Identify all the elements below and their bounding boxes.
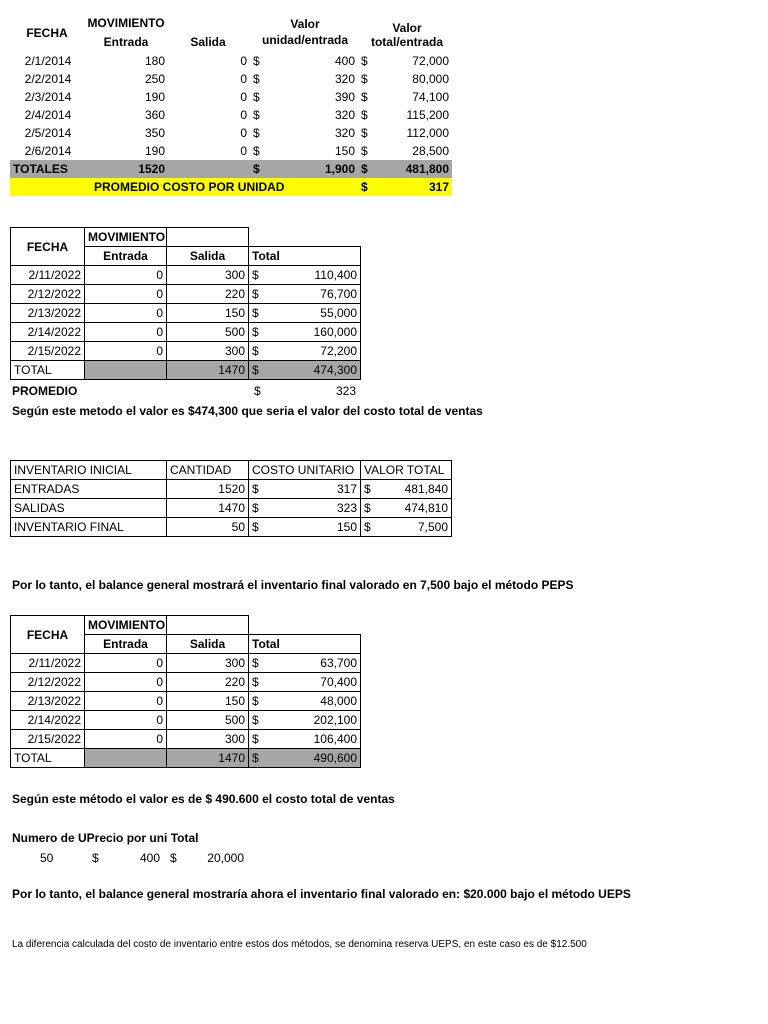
t1-currency: $: [361, 54, 368, 68]
table-row: [10, 52, 452, 70]
t3-header: CANTIDAD: [167, 461, 249, 480]
table-row: [11, 480, 452, 499]
t2-salida: 300: [167, 342, 249, 361]
t4-salida: 500: [167, 711, 249, 730]
t1-unit: 320: [334, 108, 355, 122]
table-row: [11, 711, 361, 730]
t4-header-total: Total: [249, 635, 361, 654]
t1-header-salida: Salida: [190, 35, 226, 49]
text-peps-balance: Por lo tanto, el balance general mostrará el inventario final valorado en 7,500 bajo el método PEPS: [12, 578, 574, 592]
t2-total-wrap: [252, 342, 357, 360]
t2-entrada: 0: [85, 266, 167, 285]
t3-header: VALOR TOTAL: [361, 461, 452, 480]
t4-currency: $: [252, 694, 259, 708]
t2-total-label: TOTAL: [11, 361, 85, 380]
t2-total-total-wrap: [252, 361, 357, 379]
t2-total-value: 55,000: [320, 306, 357, 320]
t1-currency: $: [361, 72, 368, 86]
t5-precio: 400: [139, 851, 160, 865]
t2-header-movimiento: MOVIMIENTO: [85, 228, 167, 247]
t4-total-label: TOTAL: [11, 749, 85, 768]
t2-promedio-label: PROMEDIO: [12, 384, 78, 398]
t4-salida: 300: [167, 730, 249, 749]
t4-header-movimiento: MOVIMIENTO: [85, 616, 167, 635]
t3-valor: [361, 499, 452, 518]
t4-fecha: 2/11/2022: [11, 654, 85, 673]
t1-header-valor-total-2: total/entrada: [370, 35, 443, 49]
t3-label: SALIDAS: [11, 499, 167, 518]
table-row: [11, 342, 361, 361]
t4-total-value: 106,400: [313, 732, 357, 746]
table-row: [11, 285, 361, 304]
t3-costo-wrap: [252, 480, 357, 498]
t2-currency: $: [252, 306, 259, 320]
t1-entrada: 180: [144, 54, 165, 68]
t4-total: [249, 730, 361, 749]
t2-fecha: 2/12/2022: [11, 285, 85, 304]
t4-salida: 220: [167, 673, 249, 692]
t1-unit: 400: [334, 54, 355, 68]
t1-currency: $: [361, 162, 368, 176]
t5-total: 20,000: [207, 851, 244, 865]
t2-header-blank: [249, 228, 361, 247]
t4-total: [249, 692, 361, 711]
t3-currency: $: [252, 520, 259, 534]
t1-currency: $: [361, 126, 368, 140]
t2-total-wrap: [252, 323, 357, 341]
t1-entrada: 360: [144, 108, 165, 122]
t1-fecha: 2/6/2014: [24, 144, 72, 158]
t1-salida: 0: [240, 126, 247, 140]
t1-salida: 0: [240, 144, 247, 158]
t3-valor-value: 481,840: [404, 482, 448, 496]
t1-total: 80,000: [412, 72, 449, 86]
t4-total: [249, 711, 361, 730]
t3-valor-wrap: [364, 499, 448, 517]
t4-total-total: [249, 749, 361, 768]
t1-total: 28,500: [412, 144, 449, 158]
t1-salida: 0: [240, 108, 247, 122]
table-row: [11, 323, 361, 342]
t3-currency: $: [252, 482, 259, 496]
table-row: [10, 106, 452, 124]
t4-fecha: 2/13/2022: [11, 692, 85, 711]
t2-salida: 150: [167, 304, 249, 323]
t3-currency: $: [364, 482, 371, 496]
t1-header-movimiento: MOVIMIENTO: [87, 16, 165, 30]
t1-salida: 0: [240, 72, 247, 86]
t3-valor: [361, 480, 452, 499]
t3-valor: [361, 518, 452, 537]
t1-currency: $: [361, 144, 368, 158]
t1-totales-unit: 1,900: [324, 162, 355, 176]
t4-currency: $: [252, 751, 259, 765]
t1-fecha: 2/1/2014: [24, 54, 72, 68]
t4-entrada: 0: [85, 673, 167, 692]
table-row: [10, 70, 452, 88]
text-reserva-ueps: La diferencia calculada del costo de inventario entre estos dos métodos, se denomina reserva UEPS, en este caso es de $12.500: [12, 939, 587, 950]
t2-currency: $: [252, 268, 259, 282]
t1-salida: 0: [240, 90, 247, 104]
table-row: [10, 124, 452, 142]
t2-total: [249, 342, 361, 361]
t2-total: [249, 285, 361, 304]
t4-data-table: [10, 615, 361, 768]
t3-costo: [249, 518, 361, 537]
t1-currency: $: [253, 126, 260, 140]
t2-header-empty: [167, 228, 249, 247]
t4-currency: $: [252, 656, 259, 670]
t1-totales-label: TOTALES: [13, 162, 68, 176]
t4-header-empty: [167, 616, 249, 635]
table-row: [11, 673, 361, 692]
t4-currency: $: [252, 713, 259, 727]
t2-promedio-currency: $: [254, 384, 261, 398]
t1-fecha: 2/3/2014: [24, 90, 72, 104]
t1-total: 74,100: [412, 90, 449, 104]
t4-total-wrap: [252, 654, 357, 672]
t2-header-entrada: Entrada: [85, 247, 167, 266]
t1-entrada: 350: [144, 126, 165, 140]
t1-totales-total: 481,800: [405, 162, 449, 176]
t1-currency: $: [361, 108, 368, 122]
t1-entrada: 190: [144, 90, 165, 104]
t3-label: ENTRADAS: [11, 480, 167, 499]
t1-promedio-row: [10, 178, 452, 196]
t3-currency: $: [364, 520, 371, 534]
t3-cantidad: 1470: [167, 499, 249, 518]
t2-fecha: 2/15/2022: [11, 342, 85, 361]
t3-costo-wrap: [252, 518, 357, 536]
t3-costo: [249, 480, 361, 499]
t3-header: COSTO UNITARIO: [249, 461, 361, 480]
t1-header-valor-unidad-2: unidad/entrada: [261, 33, 348, 47]
table-row: [11, 304, 361, 323]
t1-unit: 150: [334, 144, 355, 158]
t1-header-fecha: FECHA: [26, 26, 68, 40]
table-row: [10, 88, 452, 106]
t4-entrada: 0: [85, 654, 167, 673]
t2-total-value: 72,200: [320, 344, 357, 358]
t4-fecha: 2/15/2022: [11, 730, 85, 749]
t4-total-wrap: [252, 711, 357, 729]
t4-total-wrap: [252, 673, 357, 691]
t4-total: [249, 654, 361, 673]
t4-header-blank: [249, 616, 361, 635]
t1-total: 115,200: [406, 108, 449, 122]
t3-cantidad: 50: [167, 518, 249, 537]
t2-header-fecha: FECHA: [11, 228, 85, 266]
t4-header-fecha: FECHA: [11, 616, 85, 654]
table1: [10, 14, 452, 210]
t1-salida: 0: [240, 54, 247, 68]
t2-salida: 300: [167, 266, 249, 285]
t3-costo-wrap: [252, 499, 357, 517]
t4-currency: $: [252, 675, 259, 689]
t1-unit: 390: [334, 90, 355, 104]
t2-currency: $: [252, 325, 259, 339]
t4-total: [249, 673, 361, 692]
t2-entrada: 0: [85, 285, 167, 304]
t4-entrada: 0: [85, 711, 167, 730]
t1-entrada: 250: [144, 72, 165, 86]
t4-fecha: 2/14/2022: [11, 711, 85, 730]
t4-total-salida: 1470: [167, 749, 249, 768]
t4-total-value: 202,100: [313, 713, 357, 727]
t2-total: [249, 266, 361, 285]
table-row: [11, 266, 361, 285]
t2-total-wrap: [252, 304, 357, 322]
t3-valor-value: 7,500: [417, 520, 448, 534]
t3-costo: [249, 499, 361, 518]
t5-header: Numero de UPrecio por uni Total: [12, 831, 199, 845]
t4-entrada: 0: [85, 730, 167, 749]
t1-unit: 320: [334, 72, 355, 86]
t3-label: INVENTARIO FINAL: [11, 518, 167, 537]
t1-promedio-label: PROMEDIO COSTO POR UNIDAD: [94, 180, 285, 194]
t3-header-row: [11, 461, 452, 480]
t2-total-wrap: [252, 285, 357, 303]
t3-valor-wrap: [364, 518, 448, 536]
t4-entrada: 0: [85, 692, 167, 711]
t2-promedio-value: 323: [335, 384, 356, 398]
t1-entrada: 190: [144, 144, 165, 158]
t1-currency: $: [361, 180, 368, 194]
t1-currency: $: [253, 54, 260, 68]
t2-total: [249, 304, 361, 323]
t2-entrada: 0: [85, 304, 167, 323]
t2-total-total: [249, 361, 361, 380]
t4-total-total-wrap: [252, 749, 357, 767]
t2-total-value: 160,000: [313, 325, 357, 339]
t2-fecha: 2/14/2022: [11, 323, 85, 342]
t3-costo-value: 150: [336, 520, 357, 534]
t2-currency: $: [252, 287, 259, 301]
t2-total-salida: 1470: [167, 361, 249, 380]
t2-header-total: Total: [249, 247, 361, 266]
t2-data-table: [10, 227, 361, 380]
t1-currency: $: [253, 144, 260, 158]
t1-total: 112,000: [406, 126, 449, 140]
t1-unit: 320: [334, 126, 355, 140]
t3-cantidad: 1520: [167, 480, 249, 499]
table-row: [10, 142, 452, 160]
t3-costo-value: 323: [336, 501, 357, 515]
table-row: [11, 654, 361, 673]
t1-currency: $: [253, 72, 260, 86]
t1-promedio-value: 317: [428, 180, 449, 194]
t2-total-value: 76,700: [320, 287, 357, 301]
t2-total-total-value: 474,300: [313, 363, 357, 377]
t3-currency: $: [252, 501, 259, 515]
t2-total-row: [11, 361, 361, 380]
t2-total: [249, 323, 361, 342]
table-row: [11, 499, 452, 518]
table-row: [11, 692, 361, 711]
t1-fecha: 2/2/2014: [24, 72, 72, 86]
t3-valor-value: 474,810: [404, 501, 448, 515]
text-ueps-total: Según este método el valor es de $ 490.600 el costo total de ventas: [12, 792, 395, 806]
t4-total-value: 63,700: [320, 656, 357, 670]
t4-total-total-value: 490,600: [313, 751, 357, 765]
t4-fecha: 2/12/2022: [11, 673, 85, 692]
t4-header-entrada: Entrada: [85, 635, 167, 654]
t1-currency: $: [253, 108, 260, 122]
t2-currency: $: [252, 363, 259, 377]
t1-data-table: [10, 52, 452, 196]
table-row: [11, 518, 452, 537]
t2-header-salida: Salida: [167, 247, 249, 266]
t4-total-value: 70,400: [320, 675, 357, 689]
t4-salida: 300: [167, 654, 249, 673]
t1-currency: $: [361, 90, 368, 104]
t4-total-wrap: [252, 730, 357, 748]
t2-entrada: 0: [85, 342, 167, 361]
t1-fecha: 2/4/2014: [24, 108, 72, 122]
t1-total: 72,000: [412, 54, 449, 68]
t4-header-salida: Salida: [167, 635, 249, 654]
inventory-summary-table: [10, 460, 452, 537]
t3-valor-wrap: [364, 480, 448, 498]
t5-currency-2: $: [170, 851, 177, 865]
t5-unidades: 50: [40, 851, 54, 865]
t1-header-entrada: Entrada: [103, 35, 149, 49]
t1-totales-entrada: 1520: [138, 162, 165, 176]
t5-currency-1: $: [92, 851, 99, 865]
t2-fecha: 2/13/2022: [11, 304, 85, 323]
t4-total-row: [11, 749, 361, 768]
t3-currency: $: [364, 501, 371, 515]
t4-total-value: 48,000: [320, 694, 357, 708]
t1-promedio-empty: [10, 178, 86, 196]
t1-header-valor-unidad-1: Valor: [290, 17, 320, 31]
t2-salida: 220: [167, 285, 249, 304]
t2-total-empty: [85, 361, 167, 380]
text-peps-total: Según este metodo el valor es $474,300 que seria el valor del costo total de ventas: [12, 404, 483, 418]
t4-total-empty: [85, 749, 167, 768]
table-row: [11, 730, 361, 749]
t1-totales-empty: [168, 160, 250, 178]
t1-currency: $: [253, 162, 260, 176]
t1-currency: $: [253, 90, 260, 104]
t2-salida: 500: [167, 323, 249, 342]
t2-currency: $: [252, 344, 259, 358]
text-ueps-balance: Por lo tanto, el balance general mostraría ahora el inventario final valorado en: $20.000 bajo el método UEPS: [12, 887, 631, 901]
t2-total-wrap: [252, 266, 357, 284]
t2-total-value: 110,400: [314, 268, 357, 282]
t2-fecha: 2/11/2022: [11, 266, 85, 285]
t4-currency: $: [252, 732, 259, 746]
t3-header: INVENTARIO INICIAL: [11, 461, 167, 480]
t1-header-valor-total-1: Valor: [392, 21, 422, 35]
t2-entrada: 0: [85, 323, 167, 342]
t1-totales-row: [10, 160, 452, 178]
t1-fecha: 2/5/2014: [24, 126, 72, 140]
t4-total-wrap: [252, 692, 357, 710]
t4-salida: 150: [167, 692, 249, 711]
t3-costo-value: 317: [336, 482, 357, 496]
